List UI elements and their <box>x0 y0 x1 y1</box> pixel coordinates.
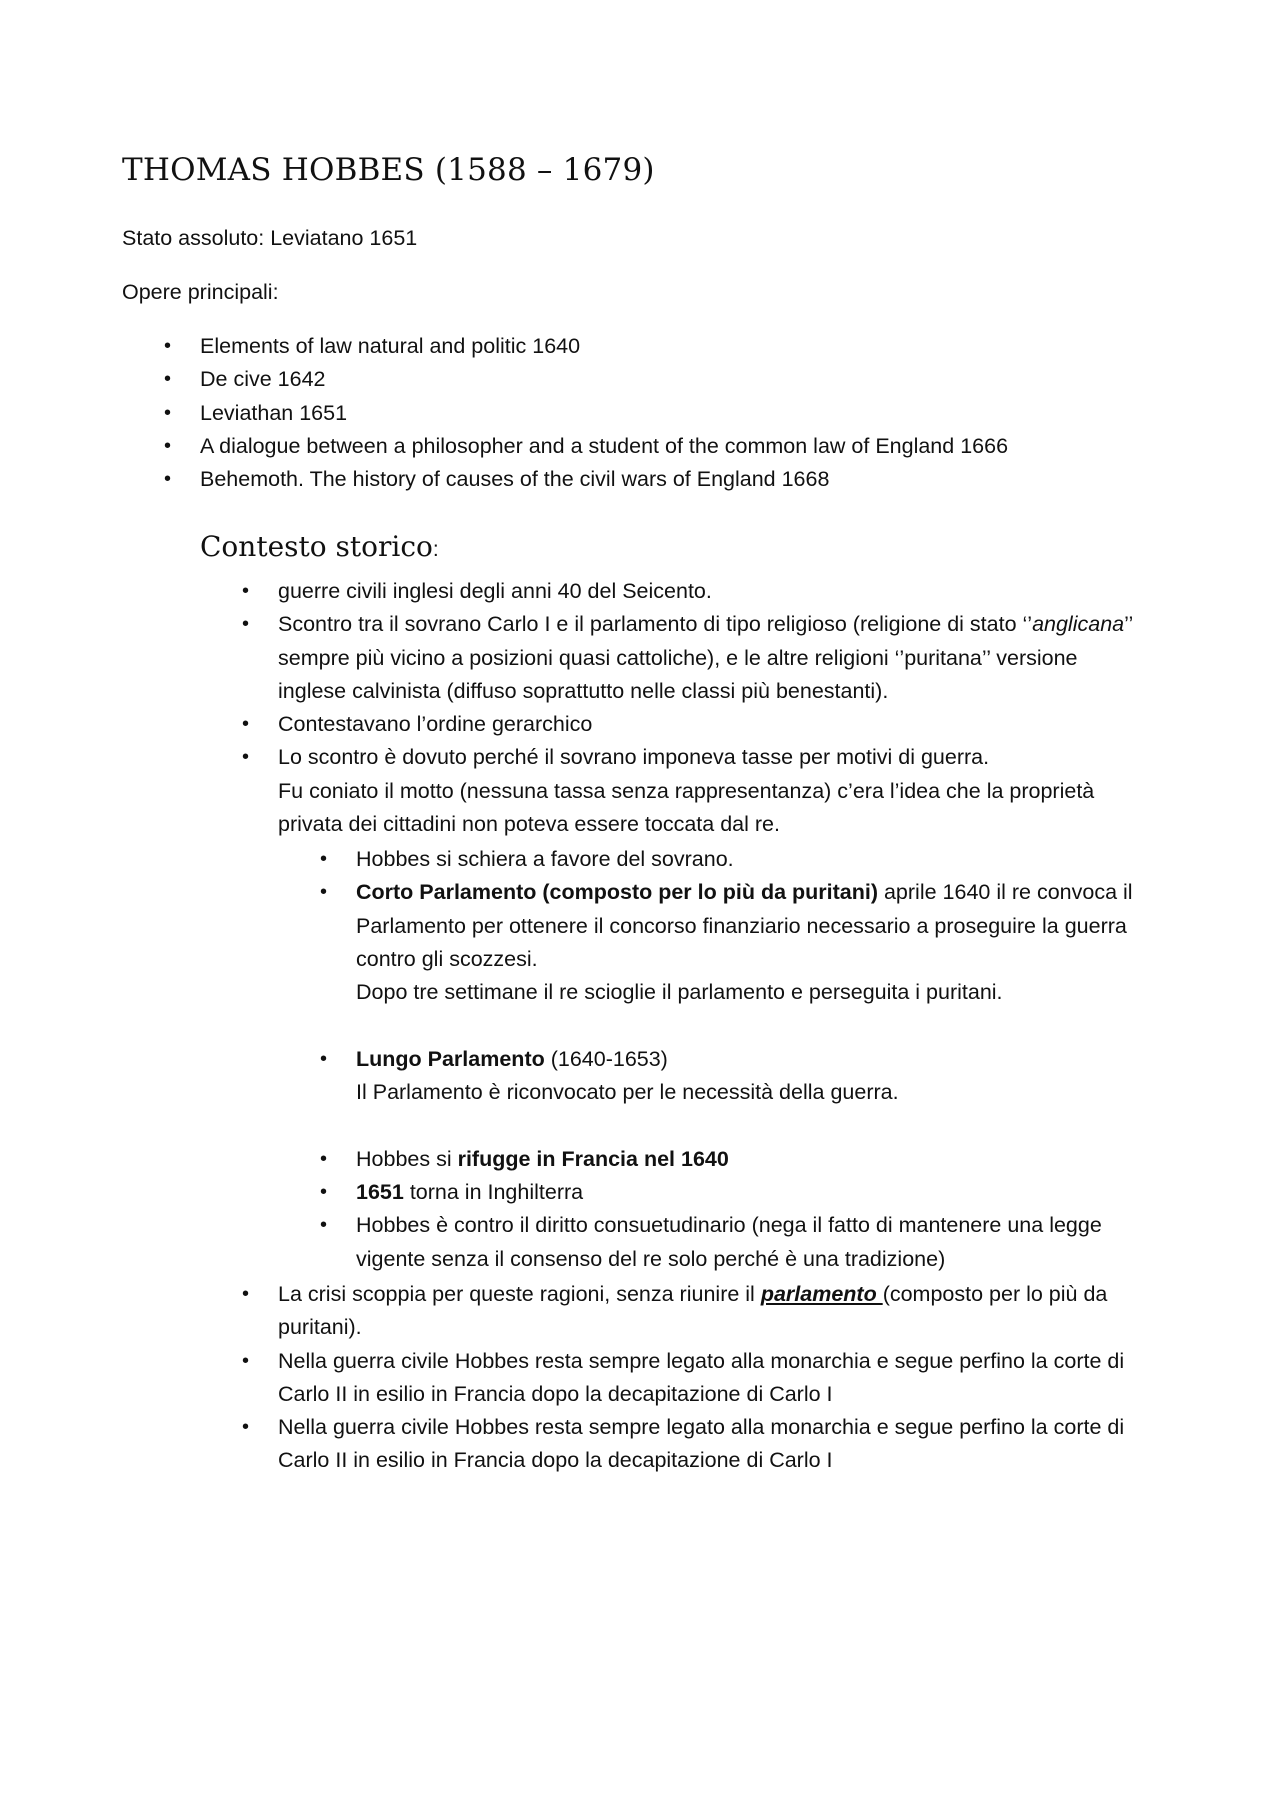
list-item: • Nella guerra civile Hobbes resta sempre legato alla monarchia e segue perfino la corte di Carlo II in esilio in Francia dopo la decapitazione di Carlo I <box>278 1345 1124 1412</box>
stato-assoluto-line: Stato assoluto: Leviatano 1651 <box>122 226 418 250</box>
bullet-icon: • <box>242 1349 250 1372</box>
bullet-icon: • <box>164 468 172 491</box>
list-item: • Lo scontro è dovuto perché il sovrano imponeva tasse per motivi di guerra. Fu coniato il motto (nessuna tassa senza rappresentanza) c’era l’idea che la proprietà privata dei cittadini non poteva essere toccata dal re. <box>278 741 1133 841</box>
contesto-list-continued <box>242 1278 1125 1478</box>
bullet-icon: • <box>242 1283 250 1305</box>
list-item: • Elements of law natural and politic 1640 <box>200 330 1008 363</box>
list-item: • guerre civili inglesi degli anni 40 del Seicento. <box>278 575 1133 608</box>
bullet-icon: • <box>242 746 250 769</box>
opere-list <box>164 330 1009 496</box>
list-item: • Behemoth. The history of causes of the civil wars of England 1668 <box>200 463 1008 496</box>
list-item: • Contestavano l’ordine gerarchico <box>278 708 1133 741</box>
bullet-icon: • <box>242 1416 250 1439</box>
bullet-icon: • <box>242 613 250 636</box>
bullet-icon: • <box>242 713 250 736</box>
bullet-icon: • <box>164 434 172 457</box>
bullet-icon: • <box>320 1214 328 1237</box>
opere-label: Opere principali: <box>122 280 279 304</box>
contesto-list <box>242 575 1134 841</box>
bullet-icon: • <box>320 848 328 870</box>
bullet-icon: • <box>320 881 328 904</box>
list-item: • Corto Parlamento (composto per lo più da puritani) aprile 1640 il re convoca il Parlamento per ottenere il concorso finanziario necessario a proseguire la guerra contro gli scozzesi. Dopo tre settimane il re scioglie il parlamento e perseguita i puritani. <box>356 876 1133 1009</box>
list-item: • De cive 1642 <box>200 363 1008 396</box>
bullet-icon: • <box>164 368 172 391</box>
list-item: • La crisi scoppia per queste ragioni, senza riunire il parlamento (composto per lo più da puritani). <box>278 1278 1124 1345</box>
bullet-icon: • <box>164 401 172 424</box>
list-item: • Leviathan 1651 <box>200 397 1008 430</box>
list-item: • Hobbes si rifugge in Francia nel 1640 <box>356 1143 1133 1176</box>
bullet-icon: • <box>320 1047 328 1070</box>
bullet-icon: • <box>320 1180 328 1203</box>
list-item: • Lungo Parlamento (1640-1653) Il Parlamento è riconvocato per le necessità della guerra. <box>356 1043 1133 1110</box>
bullet-icon: • <box>242 580 250 602</box>
hobbes-sublist <box>320 843 1133 1276</box>
list-item: • Hobbes è contro il diritto consuetudinario (nega il fatto di mantenere una legge vigente senza il consenso del re solo perché è una tradizione) <box>356 1209 1133 1276</box>
list-item: • A dialogue between a philosopher and a student of the common law of England 1666 <box>200 430 1008 463</box>
bullet-icon: • <box>320 1147 328 1170</box>
contesto-heading: Contesto storico: <box>200 530 439 563</box>
list-item: • 1651 torna in Inghilterra <box>356 1176 1133 1209</box>
bullet-icon: • <box>164 335 172 357</box>
list-item: • Hobbes si schiera a favore del sovrano. <box>356 843 1133 876</box>
page-title: THOMAS HOBBES (1588 – 1679) <box>122 152 655 188</box>
list-item: • Nella guerra civile Hobbes resta sempre legato alla monarchia e segue perfino la corte di Carlo II in esilio in Francia dopo la decapitazione di Carlo I <box>278 1411 1124 1478</box>
list-item: • Scontro tra il sovrano Carlo I e il parlamento di tipo religioso (religione di stato ‘’anglicana’’ sempre più vicino a posizioni quasi cattoliche), e le altre religioni ‘’puritana’’ versione inglese calvinista (diffuso soprattutto nelle classi più benestanti). <box>278 608 1133 708</box>
